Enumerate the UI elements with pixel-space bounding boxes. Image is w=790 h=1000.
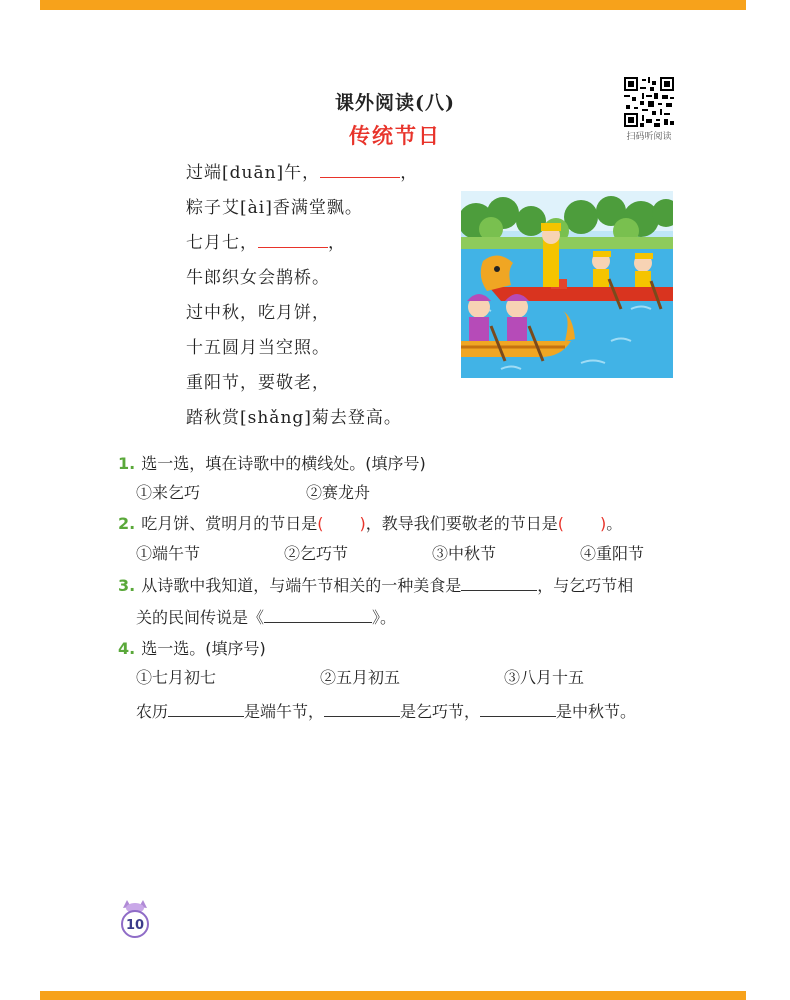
- poem: [186, 156, 446, 436]
- question-3-line-2: 关的民间传说是《 》。: [136, 608, 397, 627]
- q3-blank-food[interactable]: [461, 574, 537, 591]
- q2-option-3[interactable]: ③中秋节: [432, 544, 497, 563]
- q4-option-1[interactable]: ①七月初七: [136, 668, 217, 687]
- q4-option-2[interactable]: ②五月初五: [320, 668, 401, 687]
- q2-option-1[interactable]: ①端午节: [136, 544, 201, 563]
- poem-line-8: 踏秋赏[shǎng]菊去登高。: [186, 408, 402, 428]
- poem-line-1: 过端[duān]午， ，: [186, 156, 446, 191]
- poem-line-2: 粽子艾[ài]香满堂飘。: [186, 198, 363, 218]
- poem-blank-2[interactable]: [258, 229, 328, 248]
- page-number: 10: [125, 918, 145, 933]
- q2-option-2[interactable]: ②乞巧节: [284, 544, 349, 563]
- bottom-orange-bar: [40, 991, 746, 1000]
- top-orange-bar: [40, 0, 746, 10]
- qr-code-icon[interactable]: [624, 77, 674, 127]
- dragon-boat-illustration: [461, 191, 673, 378]
- q4-blank-2[interactable]: [324, 700, 400, 717]
- q4-blank-1[interactable]: [168, 700, 244, 717]
- poem-title: 传统节日: [349, 124, 441, 148]
- poem-line-4: 牛郎织女会鹊桥。: [186, 268, 330, 288]
- question-2: 2. 吃月饼、赏明月的节日是( )，教导我们要敬老的节日是( )。: [118, 514, 623, 533]
- q4-blank-3[interactable]: [480, 700, 556, 717]
- qr-label: 扫码听阅读: [626, 132, 672, 142]
- poem-line-3: 七月七， ，: [186, 226, 446, 261]
- page-title: 课外阅读(八): [335, 92, 455, 114]
- poem-line-6: 十五圆月当空照。: [186, 338, 330, 358]
- q2-option-4[interactable]: ④重阳节: [580, 544, 645, 563]
- poem-blank-1[interactable]: [320, 159, 400, 178]
- poem-line-7: 重阳节，要敬老，: [186, 373, 330, 393]
- q4-option-3[interactable]: ③八月十五: [504, 668, 585, 687]
- question-3: 3. 从诗歌中我知道，与端午节相关的一种美食是 ，与乞巧节相: [118, 576, 634, 595]
- page-number-badge: [118, 898, 152, 938]
- q4-fill-line: 农历 是端午节， 是乞巧节， 是中秋节。: [136, 702, 637, 721]
- question-4: 4. 选一选。(填序号): [118, 639, 266, 658]
- poem-line-5: 过中秋，吃月饼，: [186, 303, 330, 323]
- q1-option-2[interactable]: ②赛龙舟: [306, 483, 371, 502]
- question-1: 1. 选一选，填在诗歌中的横线处。(填序号): [118, 454, 426, 473]
- q3-blank-legend[interactable]: [264, 606, 372, 623]
- q1-option-1[interactable]: ①来乞巧: [136, 483, 201, 502]
